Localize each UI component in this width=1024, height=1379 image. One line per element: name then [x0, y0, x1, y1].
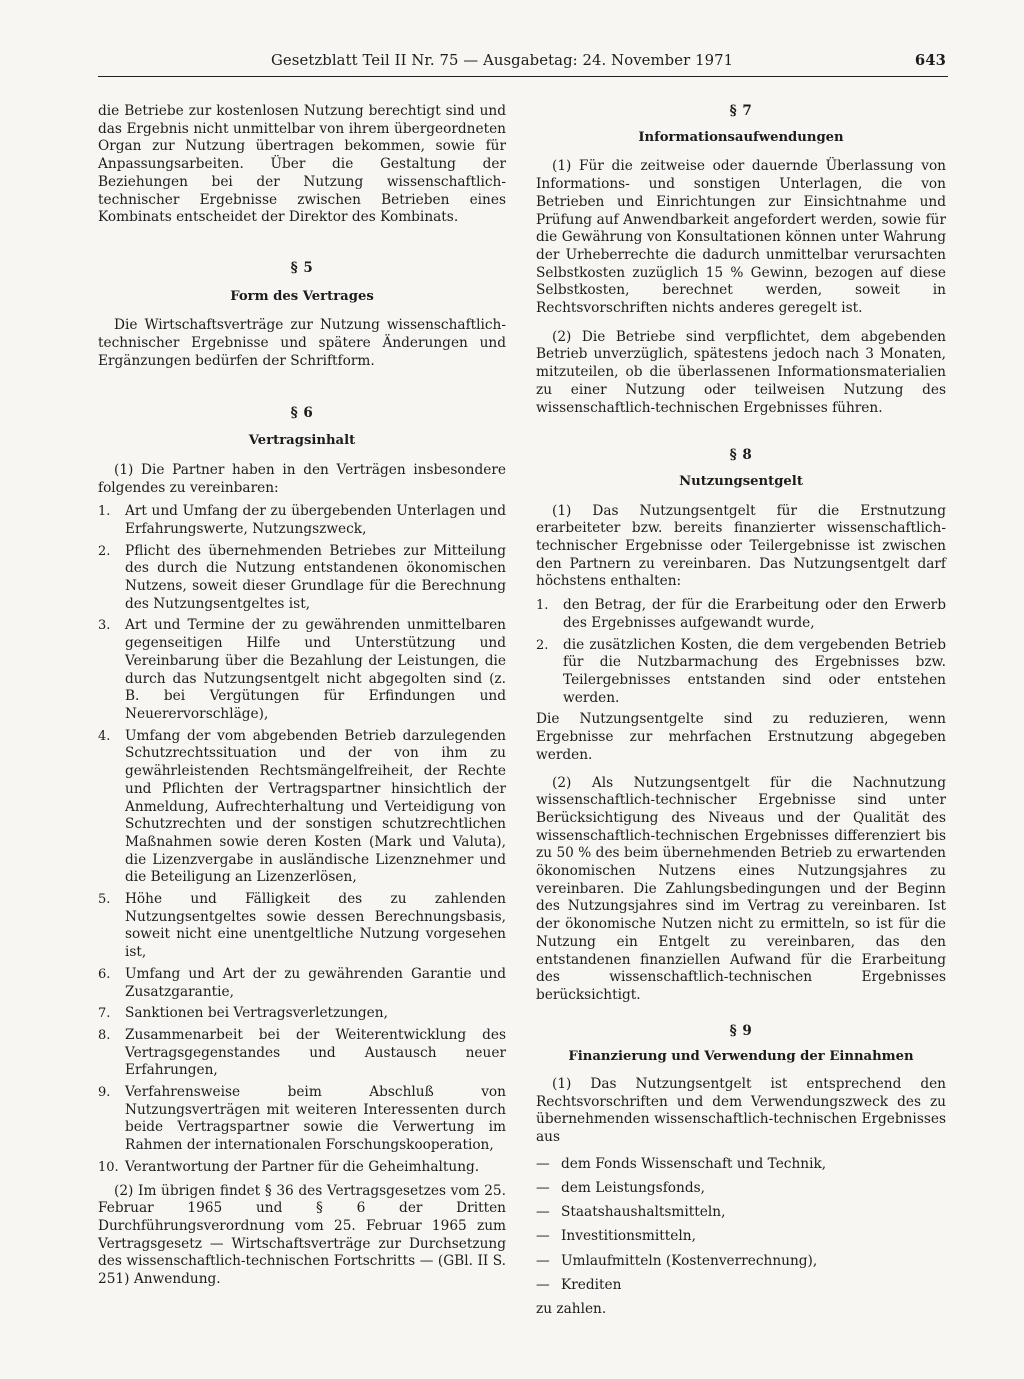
list-item: — Investitionsmitteln,	[536, 1228, 946, 1246]
section-6-para-2: (2) Im übrigen findet § 36 des Vertragsgesetzes vom 25. Februar 1965 und § 6 der Dritten Durchführungsverordnung vom 25. Februar 1965 zum Vertragsgesetz — Wirtschaftsverträge zur Durchsetzung des wissenschaftlich-technischen Fortschritts — (GBl. II S. 251) Anwendung.	[98, 1182, 506, 1288]
list-item: 1. den Betrag, der für die Erarbeitung oder den Erwerb des Ergebnisses aufgewandt wurde,	[536, 597, 946, 631]
list-item: 7. Sanktionen bei Vertragsverletzungen,	[98, 1005, 388, 1022]
list-item: 2. die zusätzlichen Kosten, die dem vergebenden Betrieb für die Nutzbarmachung des Ergebnisses bzw. Teilergebnisses entstanden sind oder entstehen werden.	[536, 636, 946, 706]
list-item: 6. Umfang und Art der zu gewährenden Garantie und Zusatzgarantie,	[98, 965, 506, 1000]
list-item: 1. Art und Umfang der zu übergebenden Unterlagen und Erfahrungswerte, Nutzungszweck,	[98, 503, 506, 537]
list-item: 3. Art und Termine der zu gewährenden unmittelbaren gegenseitigen Hilfe und Unterstützung und Vereinbarung über die Bezahlung der Leistungen, die durch das Nutzungsentgelt nicht abgegolten sind (z. B. bei Vergütungen für Erfindungen und Neuerervorschläge),	[98, 617, 506, 722]
list-item: — Umlaufmitteln (Kostenverrechnung),	[536, 1253, 946, 1271]
section-6-list	[98, 503, 506, 1176]
section-6-number: § 6	[290, 405, 314, 422]
section-8-heading: Nutzungsentgelt	[679, 473, 803, 489]
section-8-para-1: (1) Das Nutzungsentgelt für die Erstnutzung erarbeiteter bzw. bereits finanzierter wissenschaftlich-technischer Ergebnisse oder Teilergebnisse ist zwischen den Partnern zu vereinbaren. Das Nutzungsentgelt darf höchstens enthalten:	[536, 502, 946, 590]
list-item: 8. Zusammenarbeit bei der Weiterentwicklung des Vertragsgegenstandes und Austausch neuer Erfahrungen,	[98, 1026, 506, 1079]
section-9-list	[536, 1156, 946, 1295]
section-9-closing: zu zahlen.	[536, 1301, 607, 1318]
section-8-para-2: (2) Als Nutzungsentgelt für die Nachnutzung wissenschaftlich-technischer Ergebnisse sind unter Berücksichtigung des Niveaus und der Qualität des wissenschaftlich-technischen Ergebnisses differenziert bis zu 50 % des beim übernehmenden Betrieb zu erwartenden ökonomischen Nutzens eines Nutzungsjahres zu vereinbaren. Die Zahlungsbedingungen und der Beginn des Nutzungsjahres sind im Vertrag zu vereinbaren. Ist der ökonomische Nutzen nicht zu ermitteln, so ist für die Nutzung ein Entgelt zu vereinbaren, das den entstandenen finanziellen Aufwand für die Erarbeitung des wissenschaftlich-technischen Ergebnisses berücksichtigt.	[536, 774, 946, 1003]
right-column	[536, 103, 946, 1319]
section-8-para-1b: Die Nutzungsentgelte sind zu reduzieren, wenn Ergebnisse zur mehrfachen Erstnutzung abgegeben werden.	[536, 711, 946, 763]
list-item: — dem Leistungsfonds,	[536, 1180, 946, 1198]
section-9-heading: Finanzierung und Verwendung der Einnahmen	[568, 1049, 914, 1065]
section-8-list	[536, 597, 946, 707]
list-item: — Krediten	[536, 1277, 946, 1295]
page-header	[98, 50, 948, 77]
section-7-heading: Informationsaufwendungen	[638, 129, 844, 145]
section-7-para-1: (1) Für die zeitweise oder dauernde Überlassung von Informations- und sonstigen Unterlagen, die von Betrieben und Einrichtungen zur Einsichtnahme und Prüfung auf Anwendbarkeit angefordert werden, sowie für die Gewährung von Konsultationen können unter Wahrung der Urheberrechte die dadurch unmittelbar verursachten Selbstkosten zuzüglich 15 % Gewinn, bezogen auf diese Selbstkosten, berechnet werden, soweit in Rechtsvorschriften nichts anderes geregelt ist.	[536, 158, 946, 317]
list-item: — dem Fonds Wissenschaft und Technik,	[536, 1156, 946, 1174]
section-6-para-1: (1) Die Partner haben in den Verträgen insbesondere folgendes zu vereinbaren:	[98, 461, 506, 496]
header-title: Gesetzblatt Teil II Nr. 75 — Ausgabetag: 24. November 1971	[271, 52, 734, 69]
section-7-para-2: (2) Die Betriebe sind verpflichtet, dem abgebenden Betrieb unverzüglich, spätestens jedoch nach 3 Monaten, mitzuteilen, ob die überlassenen Informationsmaterialien zu einer Nutzung oder teilweisen Nutzung des wissenschaftlich-technischen Ergebnisses führen.	[536, 328, 946, 416]
left-column	[98, 103, 506, 1289]
list-item: 9. Verfahrensweise beim Abschluß von Nutzungsverträgen mit weiteren Interessenten durch beide Vertragspartner sowie die Verwertung im Rahmen der internationalen Forschungskooperation,	[98, 1084, 506, 1154]
section-7-number: § 7	[729, 103, 753, 119]
section-5-text: Die Wirtschaftsverträge zur Nutzung wissenschaftlich-technischer Ergebnisse und spätere Änderungen und Ergänzungen bedürfen der Schriftform.	[98, 317, 506, 369]
list-item: 2. Pflicht des übernehmenden Betriebes zur Mitteilung des durch die Nutzung entstandenen ökonomischen Nutzens, soweit dieser Grundlage für die Berechnung des Nutzungsentgeltes ist,	[98, 542, 506, 612]
section-6-heading: Vertragsinhalt	[248, 433, 356, 449]
list-item: 5. Höhe und Fälligkeit des zu zahlenden Nutzungsentgeltes sowie dessen Berechnungsbasis, soweit nicht eine unentgeltliche Nutzung vorgesehen ist,	[98, 891, 506, 961]
list-item: 10. Verantwortung der Partner für die Geheimhaltung.	[98, 1158, 480, 1175]
section-9-number: § 9	[729, 1022, 753, 1039]
section-5-number: § 5	[290, 259, 314, 276]
section-5-heading: Form des Vertrages	[230, 288, 374, 304]
intro-paragraph: die Betriebe zur kostenlosen Nutzung berechtigt sind und das Ergebnis nicht unmittelbar von ihrem übergeordneten Organ zur Nutzung übertragen bekommen, sowie für Anpassungsarbeiten. Über die Gestaltung der Beziehungen bei der Nutzung wissenschaftlich-technischer Ergebnisse zwischen Betrieben eines Kombinats entscheidet der Direktor des Kombinats.	[98, 103, 506, 226]
list-item: 4. Umfang der vom abgebenden Betrieb darzulegenden Schutzrechtssituation und der von ihm zu gewährleistenden Rechtsmängelfreiheit, der Rechte und Pflichten der Vertragspartner hinsichtlich der Anmeldung, Aufrechterhaltung und Verteidigung von Schutzrechten und der sonstigen schutzrechtlichen Maßnahmen sowie deren Kosten (Mark und Valuta), die Lizenzvergabe in ausländische Lizenznehmer und die Beteiligung an Lizenzerlösen,	[98, 727, 506, 886]
section-8-number: § 8	[729, 447, 753, 464]
section-9-para-1: (1) Das Nutzungsentgelt ist entsprechend den Rechtsvorschriften und dem Verwendungszweck des zu übernehmenden wissenschaftlich-technischen Ergebnisses aus	[536, 1076, 946, 1146]
list-item: — Staatshaushaltsmitteln,	[536, 1204, 946, 1222]
page-number: 643	[914, 52, 946, 69]
